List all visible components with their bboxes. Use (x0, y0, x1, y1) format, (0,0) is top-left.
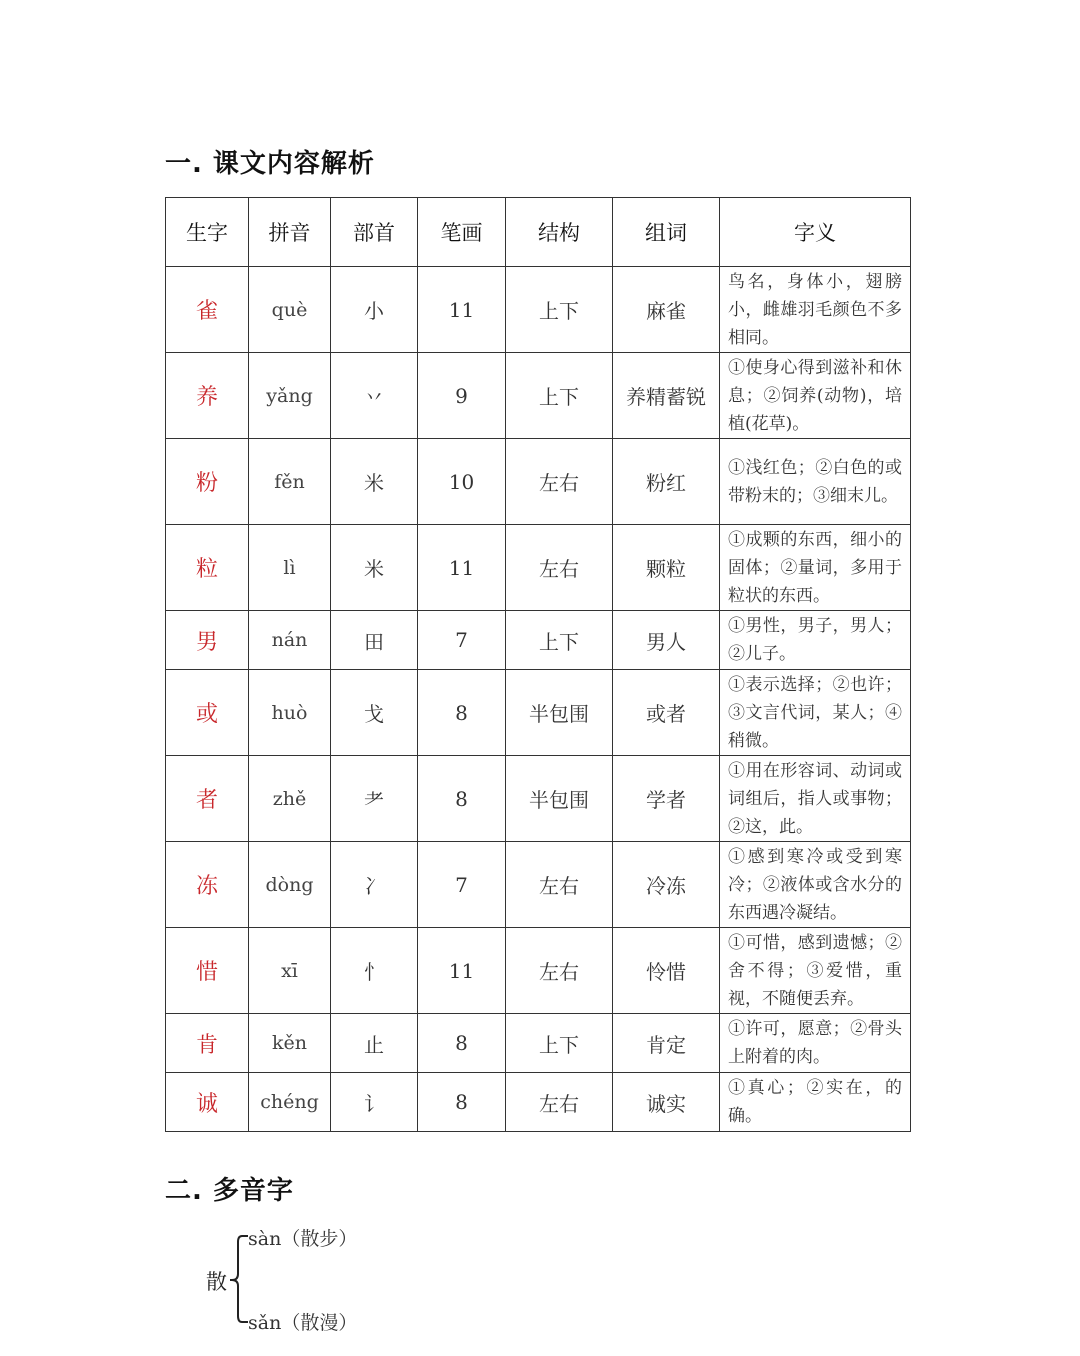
cell-radical: 田 (331, 611, 418, 670)
polyphone-reading: sǎn（散漫） (248, 1312, 358, 1334)
cell-radical: 戈 (331, 670, 418, 756)
cell-meaning: ①真心；②实在，的确。 (720, 1073, 911, 1132)
cell-meaning: ①成颗的东西，细小的固体；②量词，多用于粒状的东西。 (720, 525, 911, 611)
cell-word: 养精蓄锐 (613, 353, 720, 439)
cell-pinyin: dòng (249, 842, 331, 928)
cell-strokes: 10 (418, 439, 506, 525)
cell-pinyin: què (249, 267, 331, 353)
cell-char: 肯 (166, 1014, 249, 1073)
cell-structure: 半包围 (506, 670, 613, 756)
section-title-polyphones: 二. 多音字 (165, 1176, 294, 1206)
cell-meaning: ①感到寒冷或受到寒冷；②液体或含水分的东西遇冷凝结。 (720, 842, 911, 928)
cell-strokes: 11 (418, 525, 506, 611)
cell-char: 粉 (166, 439, 249, 525)
cell-strokes: 8 (418, 1014, 506, 1073)
cell-meaning: ①可惜，感到遗憾；②舍不得；③爱惜，重视，不随便丢弃。 (720, 928, 911, 1014)
table-row (166, 267, 911, 353)
table-row (166, 842, 911, 928)
cell-char: 男 (166, 611, 249, 670)
table-row (166, 611, 911, 670)
cell-structure: 左右 (506, 928, 613, 1014)
header-char: 生字 (166, 198, 249, 267)
cell-pinyin: fěn (249, 439, 331, 525)
cell-strokes: 11 (418, 928, 506, 1014)
cell-structure: 左右 (506, 842, 613, 928)
header-strokes: 笔画 (418, 198, 506, 267)
cell-strokes: 8 (418, 756, 506, 842)
header-word: 组词 (613, 198, 720, 267)
cell-word: 男人 (613, 611, 720, 670)
table-row (166, 353, 911, 439)
cell-char: 粒 (166, 525, 249, 611)
cell-meaning: ①用在形容词、动词或词组后，指人或事物；②这，此。 (720, 756, 911, 842)
cell-pinyin: kěn (249, 1014, 331, 1073)
cell-char: 诚 (166, 1073, 249, 1132)
cell-word: 粉红 (613, 439, 720, 525)
cell-structure: 上下 (506, 611, 613, 670)
cell-word: 怜惜 (613, 928, 720, 1014)
table-row (166, 928, 911, 1014)
cell-radical: 小 (331, 267, 418, 353)
polyphone-reading: sàn（散步） (248, 1228, 358, 1250)
cell-char: 或 (166, 670, 249, 756)
cell-strokes: 8 (418, 1073, 506, 1132)
cell-structure: 左右 (506, 525, 613, 611)
cell-pinyin: zhě (249, 756, 331, 842)
cell-radical: 米 (331, 439, 418, 525)
table-row (166, 1073, 911, 1132)
cell-pinyin: nán (249, 611, 331, 670)
cell-word: 冷冻 (613, 842, 720, 928)
cell-structure: 上下 (506, 1014, 613, 1073)
cell-strokes: 8 (418, 670, 506, 756)
vocabulary-table (165, 197, 911, 1132)
cell-word: 肯定 (613, 1014, 720, 1073)
cell-meaning: ①浅红色；②白色的或带粉末的；③细末儿。 (720, 439, 911, 525)
header-radical: 部首 (331, 198, 418, 267)
cell-radical: 止 (331, 1014, 418, 1073)
table-row (166, 670, 911, 756)
header-structure: 结构 (506, 198, 613, 267)
cell-strokes: 11 (418, 267, 506, 353)
cell-strokes: 7 (418, 842, 506, 928)
table-row (166, 756, 911, 842)
cell-radical: 冫 (331, 842, 418, 928)
cell-meaning: 鸟名，身体小，翅膀小，雌雄羽毛颜色不多相同。 (720, 267, 911, 353)
cell-strokes: 9 (418, 353, 506, 439)
cell-radical: 忄 (331, 928, 418, 1014)
cell-structure: 左右 (506, 439, 613, 525)
cell-pinyin: xī (249, 928, 331, 1014)
polyphone-char: 散 (206, 1270, 227, 1294)
cell-meaning: ①表示选择；②也许；③文言代词，某人；④稍微。 (720, 670, 911, 756)
cell-radical: 丷 (331, 353, 418, 439)
cell-radical: 米 (331, 525, 418, 611)
table-row (166, 439, 911, 525)
cell-pinyin: huò (249, 670, 331, 756)
cell-meaning: ①使身心得到滋补和休息；②饲养(动物)，培植(花草)。 (720, 353, 911, 439)
cell-pinyin: yǎng (249, 353, 331, 439)
cell-word: 诚实 (613, 1073, 720, 1132)
cell-word: 学者 (613, 756, 720, 842)
header-pinyin: 拼音 (249, 198, 331, 267)
cell-strokes: 7 (418, 611, 506, 670)
cell-structure: 半包围 (506, 756, 613, 842)
cell-pinyin: lì (249, 525, 331, 611)
cell-char: 雀 (166, 267, 249, 353)
cell-structure: 上下 (506, 353, 613, 439)
cell-structure: 上下 (506, 267, 613, 353)
cell-char: 冻 (166, 842, 249, 928)
cell-char: 养 (166, 353, 249, 439)
cell-pinyin: chéng (249, 1073, 331, 1132)
cell-word: 颗粒 (613, 525, 720, 611)
cell-char: 者 (166, 756, 249, 842)
cell-word: 或者 (613, 670, 720, 756)
cell-char: 惜 (166, 928, 249, 1014)
section-title-text-analysis: 一. 课文内容解析 (165, 149, 375, 179)
cell-radical: 耂 (331, 756, 418, 842)
cell-meaning: ①许可，愿意；②骨头上附着的肉。 (720, 1014, 911, 1073)
header-meaning: 字义 (720, 198, 911, 267)
cell-meaning: ①男性，男子，男人；②儿子。 (720, 611, 911, 670)
table-row (166, 525, 911, 611)
cell-radical: 讠 (331, 1073, 418, 1132)
cell-word: 麻雀 (613, 267, 720, 353)
table-row (166, 1014, 911, 1073)
table-header-row (166, 198, 911, 267)
cell-structure: 左右 (506, 1073, 613, 1132)
polyphone-group (200, 1222, 500, 1342)
